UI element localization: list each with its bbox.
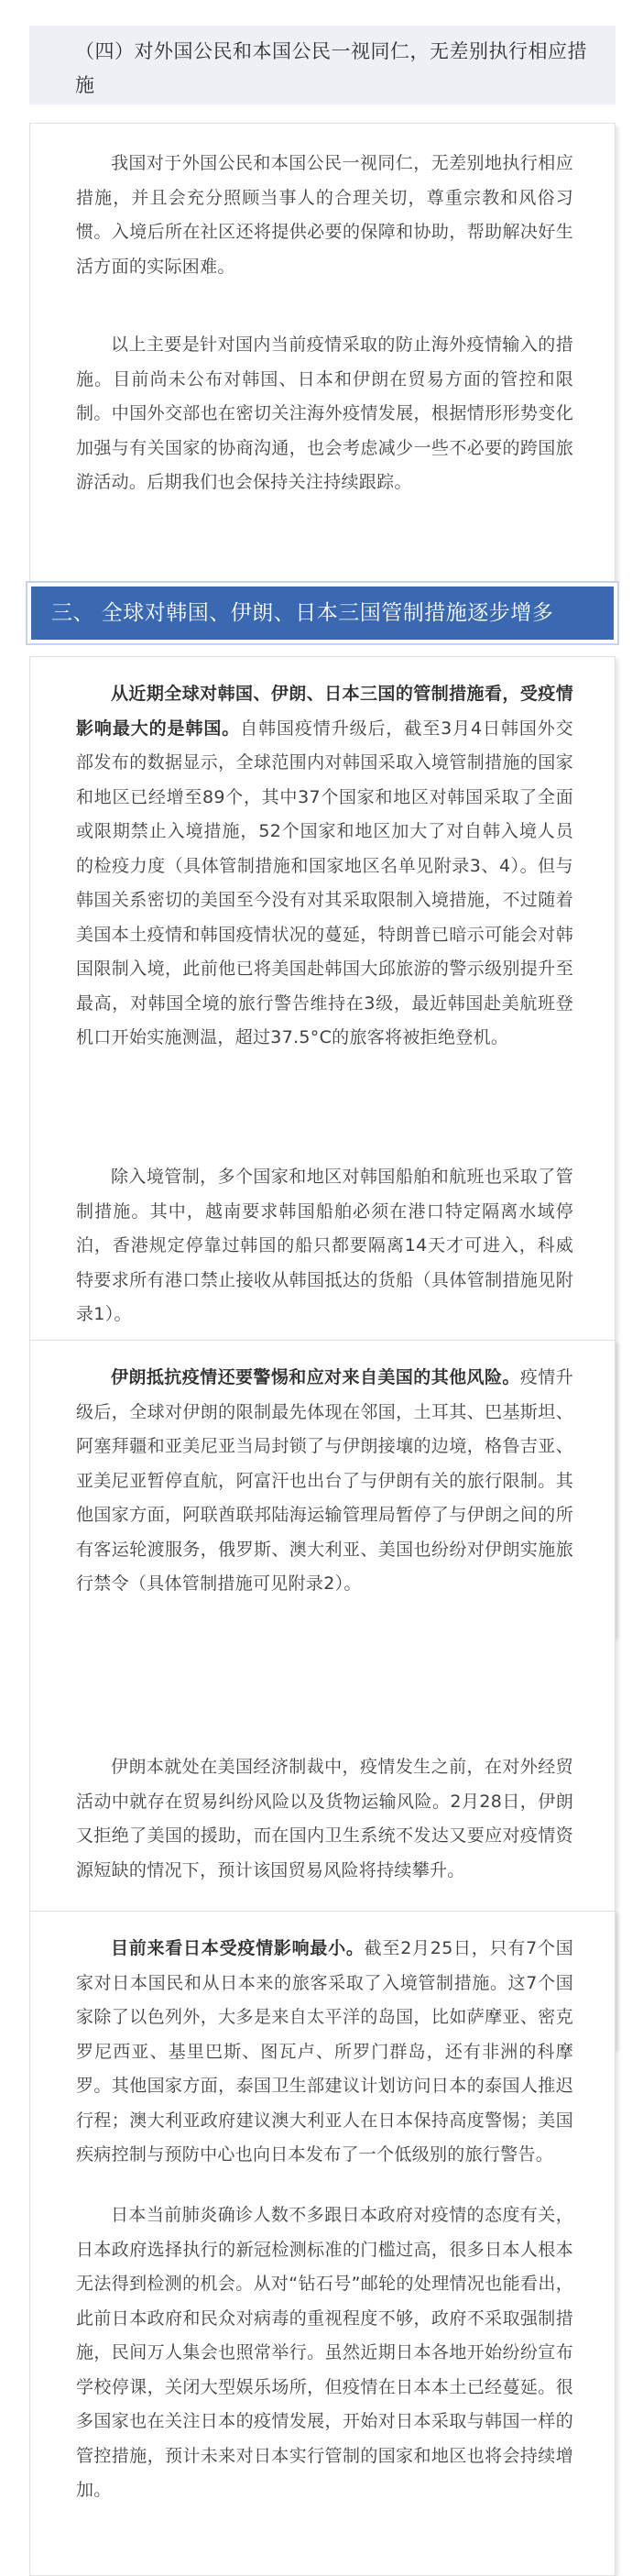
korea-paragraph-1 <box>76 677 573 1056</box>
korea-paragraph-2: 除入境管制，多个国家和地区对韩国船舶和航班也采取了管制措施。其中，越南要求韩国船舶必须在港口特定隔离水域停泊，香港规定停靠过韩国的船只都要隔离14天才可进入，科威特要求所有港口禁止接收从韩国抵达的货船（具体管制措施见附录1）。 <box>76 1167 573 1324</box>
sub-heading-4 <box>29 26 616 104</box>
japan-paragraph-2: 日本当前肺炎确诊人数不多跟日本政府对疫情的态度有关，日本政府选择执行的新冠检测标准的门槛过高，很多日本人根本无法得到检测的机会。从对“钻石号”邮轮的处理情况也能看出，此前日本政府和民众对病毒的重视程度不够，政府不采取强制措施，民间万人集会也照常举行。虽然近期日本各地开始纷纷宣布学校停课，关闭大型娱乐场所，但疫情在日本本土已经蔓延。很多国家也在关注日本的疫情发展，开始对日本采取与韩国一样的管控措施，预计未来对日本实行管制的国家和地区也将会持续增加。 <box>76 2205 573 2500</box>
iran-body: 疫情升级后，全球对伊朗的限制最先体现在邻国，土耳其、巴基斯坦、阿塞拜疆和亚美尼亚当局封锁了与伊朗接壤的边境，格鲁吉亚、亚美尼亚暂停直航，阿富汗也出台了与伊朗有关的旅行限制。其他国家方面，阿联酋联邦陆海运输管理局暂停了与伊朗之间的所有客运轮渡服务，俄罗斯、澳大利亚、美国也纷纷对伊朗实施旅行禁令（具体管制措施可见附录2）。 <box>76 1367 573 1594</box>
iran-paragraph-1 <box>76 1361 573 1602</box>
sub-heading-4-text: （四）对外国公民和本国公民一视同仁，无差别执行相应措施 <box>75 40 587 96</box>
section-4-card <box>29 123 616 601</box>
japan-lead: 目前来看日本受疫情影响最小。 <box>111 1938 365 1958</box>
korea-body: 自韩国疫情升级后，截至3月4日韩国外交部发布的数据显示，全球范围内对韩国采取入境管制措施的国家和地区已经增至89个，其中37个国家和地区对韩国采取了全面或限期禁止入境措施，52个国家和地区加大了对自韩入境人员的检疫力度（具体管制措施和国家地区名单见附录3、4）。但与韩国关系密切的美国至今没有对其采取限制入境措施，不过随着美国本土疫情和韩国疫情状况的蔓延，特朗普已暗示可能会对韩国限制入境，此前他已将美国赴韩国大邱旅游的警示级别提升至最高，对韩国全境的旅行警告维持在3级，最近韩国赴美航班登机口开始实施测温，超过37.5°C的旅客将被拒绝登机。 <box>76 718 573 1047</box>
iran-lead: 伊朗抵抗疫情还要警惕和应对来自美国的其他风险。 <box>111 1367 520 1387</box>
iran-paragraph-2: 伊朗本就处在美国经济制裁中，疫情发生之前，在对外经贸活动中就存在贸易纠纷风险以及货物运输风险。2月28日，伊朗又拒绝了美国的援助，而在国内卫生系统不发达又要应对疫情资源短缺的情况下，预计该国贸易风险将持续攀升。 <box>76 1757 573 1880</box>
section-3-banner <box>31 586 614 640</box>
section-4-paragraph-2: 以上主要是针对国内当前疫情采取的防止海外疫情输入的措施。目前尚未公布对韩国、日本和伊朗在贸易方面的管控和限制。中国外交部也在密切关注海外疫情发展，根据情形形势变化加强与有关国家的协商沟通，也会考虑减少一些不必要的跨国旅游活动。后期我们也会保持关注持续跟踪。 <box>76 334 573 492</box>
section-3-banner-text: 三、 全球对韩国、伊朗、日本三国管制措施逐步增多 <box>51 601 554 625</box>
korea-lead: 从近期全球对韩国、伊朗、日本三国的管制措施看，受疫情影响最大的是韩国。 <box>76 684 573 739</box>
section-4-paragraph-1: 我国对于外国公民和本国公民一视同仁，无差别地执行相应措施，并且会充分照顾当事人的合理关切，尊重宗教和风俗习惯。入境后所在社区还将提供必要的保障和协助，帮助解决好生活方面的实际困难。 <box>76 153 573 277</box>
japan-paragraph-1 <box>76 1932 573 2173</box>
japan-body: 截至2月25日，只有7个国家对日本国民和从日本来的旅客采取了入境管制措施。这7个国家除了以色列外，大多是来自太平洋的岛国，比如萨摩亚、密克罗尼西亚、基里巴斯、图瓦卢、所罗门群岛，还有非洲的科摩罗。其他国家方面，泰国卫生部建议计划访问日本的泰国人推迟行程；澳大利亚政府建议澳大利亚人在日本保持高度警惕；美国疾病控制与预防中心也向日本发布了一个低级别的旅行警告。 <box>76 1938 573 2165</box>
japan-card <box>29 1911 616 2576</box>
